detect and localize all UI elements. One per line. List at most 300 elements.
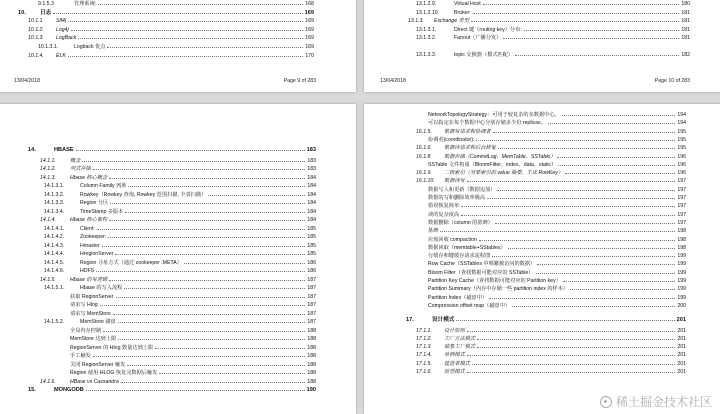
toc-entry[interactable] (416, 27, 690, 33)
toc-entry-page: 201 (677, 327, 686, 334)
toc-entry[interactable] (428, 261, 686, 267)
toc-entry-title: MemStore 达到上限 (70, 336, 117, 342)
toc-entry-title: Logback 优点 (74, 44, 106, 50)
dot-leader (124, 285, 305, 289)
dot-leader (471, 18, 679, 22)
dot-leader (489, 295, 675, 299)
toc-entry-title: 管理系统: (74, 1, 97, 7)
toc-entry[interactable] (44, 268, 316, 274)
toc-entry[interactable] (428, 245, 686, 251)
toc-entry-title: Hbase 核心概念 (70, 174, 108, 181)
toc-entry-title: 抽象工厂模式 (444, 344, 476, 351)
toc-entry-title: ELK (56, 52, 66, 59)
toc-entry-title: Region 使用 HLOG 恢复完数据后触发 (70, 370, 158, 376)
toc-entry-number: 17.1.2. (416, 335, 432, 342)
toc-entry[interactable] (428, 212, 686, 218)
toc-entry-title: 数据存储（CommitLog、MemTable、SSTable） (444, 153, 556, 160)
toc-entry-title: Partition Key Cache（查找数据可能对应的 Partition key） (428, 278, 561, 284)
document-page-10 (364, 0, 720, 92)
toc-entry[interactable] (44, 260, 316, 266)
toc-entry[interactable] (428, 237, 686, 243)
toc-entry-page: 184 (307, 200, 316, 206)
toc-entry[interactable] (44, 192, 316, 198)
toc-entry-title: 全局内存控制 (70, 327, 102, 334)
toc-entry-page: 195 (677, 136, 686, 143)
toc-entry-page: 188 (307, 353, 316, 359)
toc-entry-title: 请求写 MemStore (70, 310, 111, 317)
toc-entry-title: 原型模式 (444, 369, 465, 375)
toc-entry-page: 187 (307, 293, 316, 300)
toc-entry-title: Broker: (454, 9, 471, 16)
toc-entry[interactable] (416, 361, 686, 367)
toc-entry-title: 可以指定在每个数据中心分别存储多少份 replicas。 (428, 120, 546, 127)
toc-entry[interactable] (428, 120, 686, 126)
toc-entry-page: 183 (307, 166, 316, 172)
toc-entry-title: 数据读取（memtable+SStables） (428, 244, 506, 251)
toc-entry[interactable] (44, 251, 316, 257)
toc-entry-number: 17.1.4. (416, 352, 432, 359)
toc-entry-number: 16.1.5. (416, 128, 432, 135)
dot-leader (495, 220, 675, 224)
toc-entry-title: MemStore 刷盘 (80, 319, 116, 325)
toc-entry-title: TimeStamp 多版本 (80, 208, 124, 215)
toc-entry-page: 184 (307, 174, 316, 181)
toc-entry-page: 197 (677, 219, 686, 226)
dot-leader (155, 345, 305, 349)
toc-entry-title: HDFS (80, 268, 95, 274)
toc-entry-title: topic 交换器（模式匹配） (454, 52, 514, 58)
toc-entry-page: 195 (677, 145, 686, 152)
toc-entry[interactable] (40, 277, 316, 283)
toc-entry-page: 186 (307, 259, 316, 266)
toc-entry-page: 195 (677, 128, 686, 135)
toc-entry-page: 194 (677, 112, 686, 118)
toc-entry[interactable] (428, 286, 686, 292)
dot-leader (440, 228, 675, 232)
toc-entry-title: HregionServer (80, 251, 114, 257)
dot-leader (487, 195, 675, 199)
toc-entry-title: Partition Summary（内存中存储一些 partition index 的样本） (428, 286, 569, 293)
toc-entry-number: 14.1.4.3. (44, 242, 65, 249)
toc-entry-page: 201 (677, 344, 686, 351)
watermark-text: 稀土掘金技术社区 (615, 395, 712, 409)
dot-leader (108, 234, 305, 238)
toc-entry-title: Zookeeper: (80, 234, 107, 240)
toc-entry-page: 199 (677, 269, 686, 276)
document-page-cassandra (364, 104, 720, 414)
toc-entry[interactable] (28, 35, 314, 41)
toc-entry-page: 199 (677, 253, 686, 260)
toc-entry-page: 184 (307, 217, 316, 223)
dot-leader (93, 353, 306, 357)
toc-entry-page: 196 (677, 153, 686, 160)
dot-leader (109, 175, 305, 179)
dot-leader (548, 120, 675, 124)
toc-entry[interactable] (28, 53, 314, 59)
toc-entry-page: 199 (677, 278, 686, 284)
dot-leader (473, 10, 680, 14)
dot-leader (467, 352, 676, 356)
dot-leader (208, 192, 305, 196)
toc-entry-page: 199 (677, 286, 686, 293)
toc-entry-page: 188 (307, 327, 316, 334)
toc-entry[interactable] (38, 1, 314, 7)
toc-entry[interactable] (428, 137, 686, 143)
toc-entry-page: 188 (307, 378, 316, 385)
toc-entry-number: 13.1.3.2. (416, 35, 437, 42)
toc-entry-title: Fanout（广播分发） (454, 35, 502, 42)
toc-entry[interactable] (40, 379, 316, 385)
toc-entry-page: 201 (676, 317, 686, 324)
toc-entry-number: 14.1.3.1. (44, 183, 65, 189)
toc-entry-page: 201 (677, 352, 686, 359)
toc-entry[interactable] (70, 328, 316, 334)
toc-entry-title: 设计模式 (432, 317, 455, 324)
toc-entry-title: LogBack (56, 35, 77, 42)
toc-entry-title: 数据写入和更新（数据追加） (428, 186, 496, 193)
toc-entry-title: MONGODB (54, 387, 84, 393)
toc-entry-number: 10.1.3. (28, 35, 44, 42)
toc-entry-title: SSTable 文件构成（BloomFilter、index、data、static） (428, 161, 557, 168)
dot-leader (68, 53, 304, 57)
dot-leader (536, 270, 676, 274)
toc-entry-number: 17. (406, 317, 414, 324)
toc-entry-number: 14.1.2. (40, 166, 56, 172)
dot-leader (125, 209, 305, 213)
dot-leader (498, 145, 675, 149)
toc-entry[interactable] (416, 35, 690, 41)
toc-entry[interactable] (28, 147, 316, 153)
toc-entry-number: 16.1.10. (416, 178, 435, 185)
toc-entry[interactable] (428, 220, 686, 226)
toc-entry-title: 获取 RegionServer (70, 293, 114, 300)
toc-entry[interactable] (428, 270, 686, 276)
dot-leader (461, 203, 675, 207)
toc-entry[interactable] (70, 311, 316, 317)
toc-entry-title: 概念 (70, 157, 81, 164)
toc-entry-title: 日志 (40, 9, 52, 16)
toc-entry[interactable] (428, 162, 686, 168)
toc-entry-page: 201 (677, 360, 686, 367)
toc-entry-number: 14.1.5.2. (44, 319, 65, 325)
footer-date: 13/04/2018 (380, 78, 406, 84)
toc-entry[interactable] (416, 10, 690, 16)
dot-leader (96, 268, 305, 272)
dot-leader (103, 328, 305, 332)
dot-leader (477, 344, 675, 348)
toc-entry-page: 181 (681, 18, 690, 25)
toc-entry[interactable] (40, 175, 316, 181)
toc-entry-page: 201 (677, 369, 686, 375)
toc-entry[interactable] (416, 344, 686, 350)
toc-entry[interactable] (70, 302, 316, 308)
dot-leader (109, 217, 305, 221)
toc-entry-page: 184 (307, 208, 316, 215)
toc-entry-title: 建造者模式 (444, 360, 470, 367)
toc-entry[interactable] (416, 145, 686, 151)
toc-entry[interactable] (70, 336, 316, 342)
toc-entry[interactable] (44, 234, 316, 240)
toc-entry[interactable] (428, 278, 686, 284)
toc-entry-title: 读的复杂度高 (428, 211, 460, 218)
dot-leader (467, 328, 676, 332)
toc-entry-page: 181 (681, 26, 690, 33)
toc-entry[interactable] (408, 18, 690, 24)
toc-entry[interactable] (40, 166, 316, 172)
toc-entry[interactable] (70, 370, 316, 376)
toc-entry-title: 协调者(coordinator): (428, 136, 475, 143)
toc-entry[interactable] (70, 294, 316, 300)
dot-leader (82, 158, 305, 162)
toc-entry-page: 169 (305, 35, 314, 42)
dot-leader (78, 35, 303, 39)
toc-entry[interactable] (44, 319, 316, 325)
toc-entry-page: 180 (681, 1, 690, 7)
toc-entry-title: Partition Index（磁盘中） (428, 294, 488, 301)
toc-entry-number: 13.1.2.10. (416, 9, 440, 16)
footer-date: 13/04/2018 (14, 78, 40, 84)
toc-entry[interactable] (428, 253, 686, 259)
toc-entry[interactable] (428, 203, 686, 209)
toc-entry-title: Direct 键（routing key）分布: (454, 26, 522, 33)
toc-entry-page: 169 (305, 44, 314, 50)
dot-leader (53, 10, 302, 14)
toc-entry[interactable] (428, 195, 686, 201)
dot-leader (93, 166, 306, 170)
dot-leader (512, 303, 675, 307)
toc-entry[interactable] (428, 187, 686, 193)
toc-entry-page: 181 (681, 9, 690, 16)
toc-entry-number: 15. (28, 387, 36, 393)
dot-leader (121, 379, 306, 383)
toc-entry-number: 13.1.3.1. (416, 26, 437, 33)
toc-entry-title: 墓碑 (428, 228, 439, 235)
toc-entry-page: 200 (677, 302, 686, 309)
toc-entry-page: 197 (677, 211, 686, 218)
dot-leader (100, 302, 306, 306)
dot-leader (497, 187, 675, 191)
toc-entry-number: 14.1.3.3. (44, 200, 65, 206)
toc-entry-page: 183 (307, 157, 316, 164)
dot-leader (456, 317, 674, 321)
toc-entry-title: Row Cache（SSTables 中频繁被访问的数据） (428, 261, 536, 268)
dot-leader (483, 1, 680, 5)
toc-entry-page: 169 (305, 18, 314, 25)
toc-entry[interactable] (18, 10, 314, 16)
dot-leader (515, 52, 679, 56)
toc-entry-title: 关闭 RegionServer 触发 (70, 361, 126, 368)
toc-entry-number: 14.1.4.2. (44, 234, 65, 240)
toc-entry-page: 185 (307, 251, 316, 257)
toc-entry-number: 14.1.4.1. (44, 225, 65, 232)
dot-leader (479, 237, 676, 241)
toc-entry-number: 14.1.1. (40, 157, 56, 164)
toc-entry-number: 16.1.9. (416, 170, 432, 177)
toc-entry-page: 188 (307, 344, 316, 351)
watermark (600, 393, 712, 410)
toc-entry[interactable] (70, 362, 316, 368)
toc-entry-title: 设计原则 (444, 327, 465, 334)
toc-entry-page: 188 (307, 370, 316, 376)
toc-entry-number: 13.1.3. (408, 18, 424, 25)
toc-entry-title: Column Family 列族 (80, 183, 127, 189)
dot-leader (467, 369, 676, 373)
dot-leader (503, 35, 679, 39)
toc-entry[interactable] (416, 336, 686, 342)
toc-entry[interactable] (44, 243, 316, 249)
dot-leader (118, 336, 305, 340)
toc-entry-title: 垃圾回收 compaction (428, 236, 477, 243)
toc-entry-page: 199 (677, 261, 686, 268)
toc-entry[interactable] (44, 209, 316, 215)
footer-page-number: Page 10 of 283 (654, 78, 690, 84)
toc-entry-title: Hmaster (80, 242, 100, 249)
dot-leader (472, 361, 675, 365)
toc-entry-page: 201 (677, 335, 686, 342)
toc-entry-page: 187 (307, 310, 316, 317)
toc-entry[interactable] (28, 18, 314, 24)
toc-entry-number: 14.1.4.4. (44, 251, 65, 257)
toc-entry-page: 184 (307, 183, 316, 189)
toc-entry-page: 186 (307, 268, 316, 274)
toc-entry-title: 请求写 Hlog (70, 302, 98, 308)
toc-entry[interactable] (416, 369, 686, 375)
toc-entry[interactable] (44, 226, 316, 232)
toc-entry-title: Hbase 的写入流程 (80, 285, 123, 291)
toc-entry-page: 181 (681, 35, 690, 42)
toc-entry-number: 10.1.4. (28, 52, 44, 59)
toc-entry-page: 188 (307, 336, 316, 342)
toc-entry-page: 187 (307, 319, 316, 325)
toc-entry-page: 188 (307, 361, 316, 368)
toc-entry-page: 197 (677, 186, 686, 193)
toc-entry-number: 17.1.6. (416, 369, 432, 375)
toc-entry-page: 198 (677, 228, 686, 235)
toc-entry-number: 17.1.1. (416, 327, 432, 334)
toc-entry-title: Region 分区 (80, 200, 109, 206)
dot-leader (113, 311, 305, 315)
toc-entry-title: 行缓存和键缓存请求流程图 (428, 253, 491, 260)
dot-leader (477, 336, 675, 340)
toc-entry[interactable] (416, 178, 686, 184)
toc-entry-page: 170 (305, 52, 314, 59)
toc-entry-title: Log4j (56, 26, 69, 33)
toc-entry[interactable] (428, 295, 686, 301)
dot-leader (493, 129, 676, 133)
toc-entry-number: 14.1.3.2. (44, 191, 65, 198)
toc-entry[interactable] (406, 317, 686, 323)
toc-entry-title: Virtual Host (454, 1, 481, 7)
toc-entry[interactable] (416, 352, 686, 358)
dot-leader (159, 370, 305, 374)
toc-entry[interactable] (428, 112, 686, 118)
toc-entry-number: 16.1.6. (416, 145, 432, 152)
toc-entry[interactable] (428, 228, 686, 234)
toc-entry-page: 168 (305, 1, 314, 7)
toc-entry-page: 197 (677, 178, 686, 185)
dot-leader (76, 147, 305, 151)
toc-entry-page: 187 (307, 276, 316, 283)
dot-leader (467, 178, 676, 182)
toc-entry[interactable] (40, 158, 316, 164)
toc-entry-page: 169 (304, 9, 314, 16)
toc-entry-title: RegionServer 的 Hlog 数量达到上限 (70, 344, 154, 351)
toc-entry[interactable] (44, 200, 316, 206)
document-page-9 (0, 0, 356, 92)
toc-entry-page: 182 (681, 52, 690, 58)
toc-entry-page: 183 (306, 147, 316, 153)
toc-entry-number: 14.1.5. (40, 276, 56, 283)
dot-leader (102, 243, 306, 247)
toc-entry-title: 数据读写 (444, 178, 465, 185)
toc-entry[interactable] (428, 303, 686, 309)
toc-entry[interactable] (38, 44, 314, 50)
toc-entry[interactable] (416, 52, 690, 58)
dot-leader (109, 277, 305, 281)
toc-entry-page: 194 (677, 120, 686, 127)
toc-entry-page: 197 (677, 203, 686, 210)
toc-entry[interactable] (416, 129, 686, 135)
juejin-logo-icon (600, 396, 612, 408)
toc-entry-title: Compression offset map（磁盘中） (428, 302, 511, 309)
toc-entry-title: HBASE (54, 147, 74, 153)
dot-leader (558, 162, 675, 166)
toc-entry[interactable] (44, 183, 316, 189)
toc-entry-page: 185 (307, 225, 316, 232)
toc-entry-title: Bloom Filter（查找数据可能对应的 SSTable） (428, 269, 534, 276)
toc-entry-page: 187 (307, 302, 316, 308)
toc-entry[interactable] (416, 154, 686, 160)
toc-entry[interactable] (70, 345, 316, 351)
toc-entry-title: 单例模式 (444, 352, 465, 359)
toc-entry-page: 198 (677, 236, 686, 243)
toc-entry-number: 17.1.3. (416, 344, 432, 351)
toc-entry-page: 196 (677, 161, 686, 168)
toc-entry-title: HBase vs Cassandra (70, 378, 119, 385)
dot-leader (71, 27, 304, 31)
dot-leader (563, 278, 675, 282)
toc-entry-title: 错误恢复简单 (428, 203, 460, 210)
toc-entry-number: 14.1.6. (40, 378, 56, 385)
dot-leader (184, 260, 305, 264)
toc-entry-number: 10.1.2. (28, 26, 44, 33)
toc-entry[interactable] (70, 353, 316, 359)
toc-entry-number: 14.1.5.1. (44, 285, 65, 291)
toc-entry-page: 199 (677, 294, 686, 301)
dot-leader (68, 18, 303, 22)
toc-entry[interactable] (416, 328, 686, 334)
toc-entry-number: 14.1.3. (40, 174, 56, 181)
dot-leader (116, 294, 306, 298)
toc-entry-title: Hbase 的写逻辑 (70, 276, 108, 283)
dot-leader (110, 200, 305, 204)
toc-entry[interactable] (44, 285, 316, 291)
footer-page-number: Page 9 of 283 (283, 78, 316, 84)
toc-entry-title: 数据写请求和协调者 (444, 128, 491, 135)
toc-entry[interactable] (416, 170, 686, 176)
toc-entry[interactable] (28, 27, 314, 33)
toc-entry[interactable] (28, 387, 316, 393)
toc-entry[interactable] (40, 217, 316, 223)
toc-entry-number: 13.1.3.3. (416, 52, 437, 58)
toc-entry-title: Rowkey（Rowkey 查询, Rowkey 范围扫描, 全表扫描） (80, 191, 207, 198)
dot-leader (127, 362, 305, 366)
toc-entry[interactable] (416, 1, 690, 7)
toc-entry-number: 14.1.3.4. (44, 208, 65, 215)
toc-entry-page: 169 (305, 26, 314, 33)
toc-entry-title: Exchange 类型 (434, 18, 469, 25)
dot-leader (107, 44, 303, 48)
